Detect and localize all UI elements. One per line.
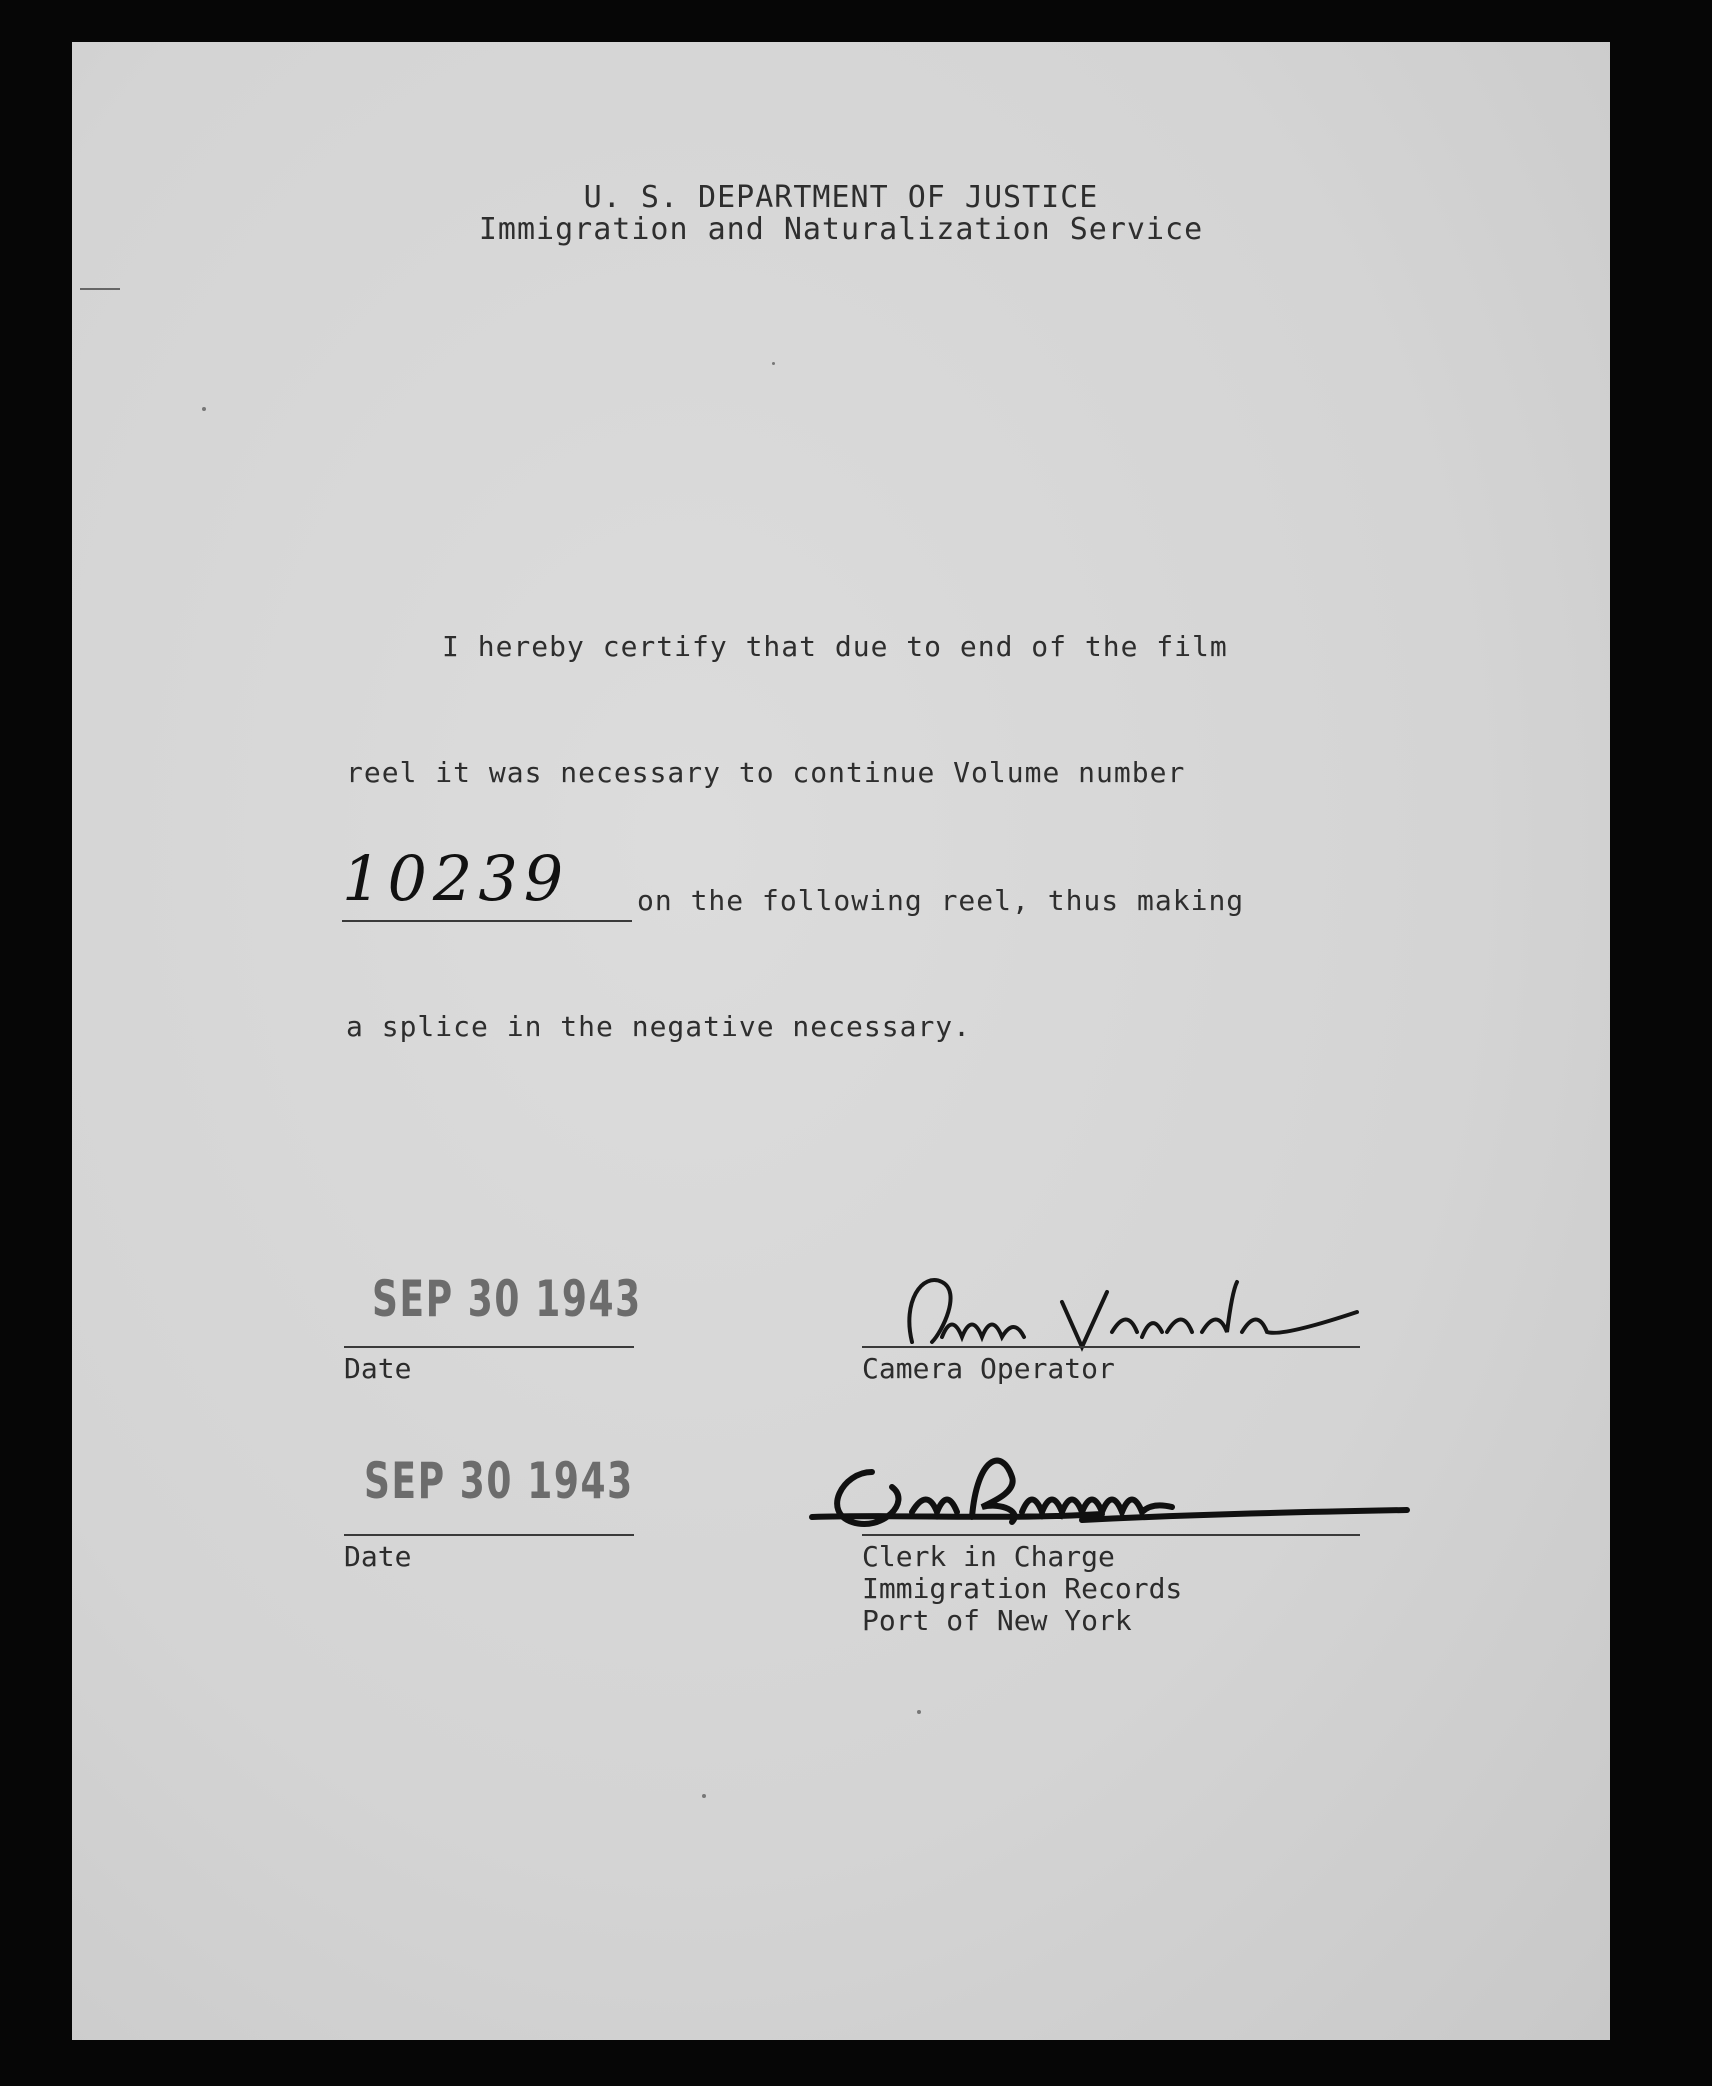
certification-line-4: a splice in the negative necessary.: [346, 1010, 972, 1043]
certification-line-1: I hereby certify that due to end of the film: [442, 630, 1228, 663]
volume-number-underline: [342, 920, 632, 922]
date-stamp-2: SEP 30 1943: [364, 1452, 634, 1510]
date-line-2: [344, 1534, 634, 1536]
certification-line-2: reel it was necessary to continue Volume number: [346, 756, 1186, 789]
date-stamp-1: SEP 30 1943: [372, 1270, 642, 1328]
volume-number-handwritten: 10239: [342, 842, 570, 915]
clerk-label-location: Port of New York: [862, 1604, 1132, 1637]
date-label-2: Date: [344, 1540, 412, 1573]
service-heading: Immigration and Naturalization Service: [478, 212, 1204, 247]
department-heading: U. S. DEPARTMENT OF JUSTICE: [583, 180, 1099, 215]
date-label-1: Date: [344, 1352, 412, 1385]
clerk-line: [862, 1534, 1360, 1536]
clerk-label-department: Immigration Records: [862, 1572, 1183, 1605]
date-line-1: [344, 1346, 634, 1348]
dust-speck: [202, 407, 206, 411]
dust-speck: [772, 362, 775, 365]
camera-operator-label: Camera Operator: [862, 1352, 1115, 1385]
edge-mark: [80, 288, 120, 290]
dust-speck: [917, 1710, 921, 1714]
dust-speck: [702, 1794, 706, 1798]
certification-line-3: on the following reel, thus making: [637, 884, 1245, 917]
document-page: [72, 42, 1610, 2040]
camera-operator-line: [862, 1346, 1360, 1348]
clerk-label-title: Clerk in Charge: [862, 1540, 1115, 1573]
